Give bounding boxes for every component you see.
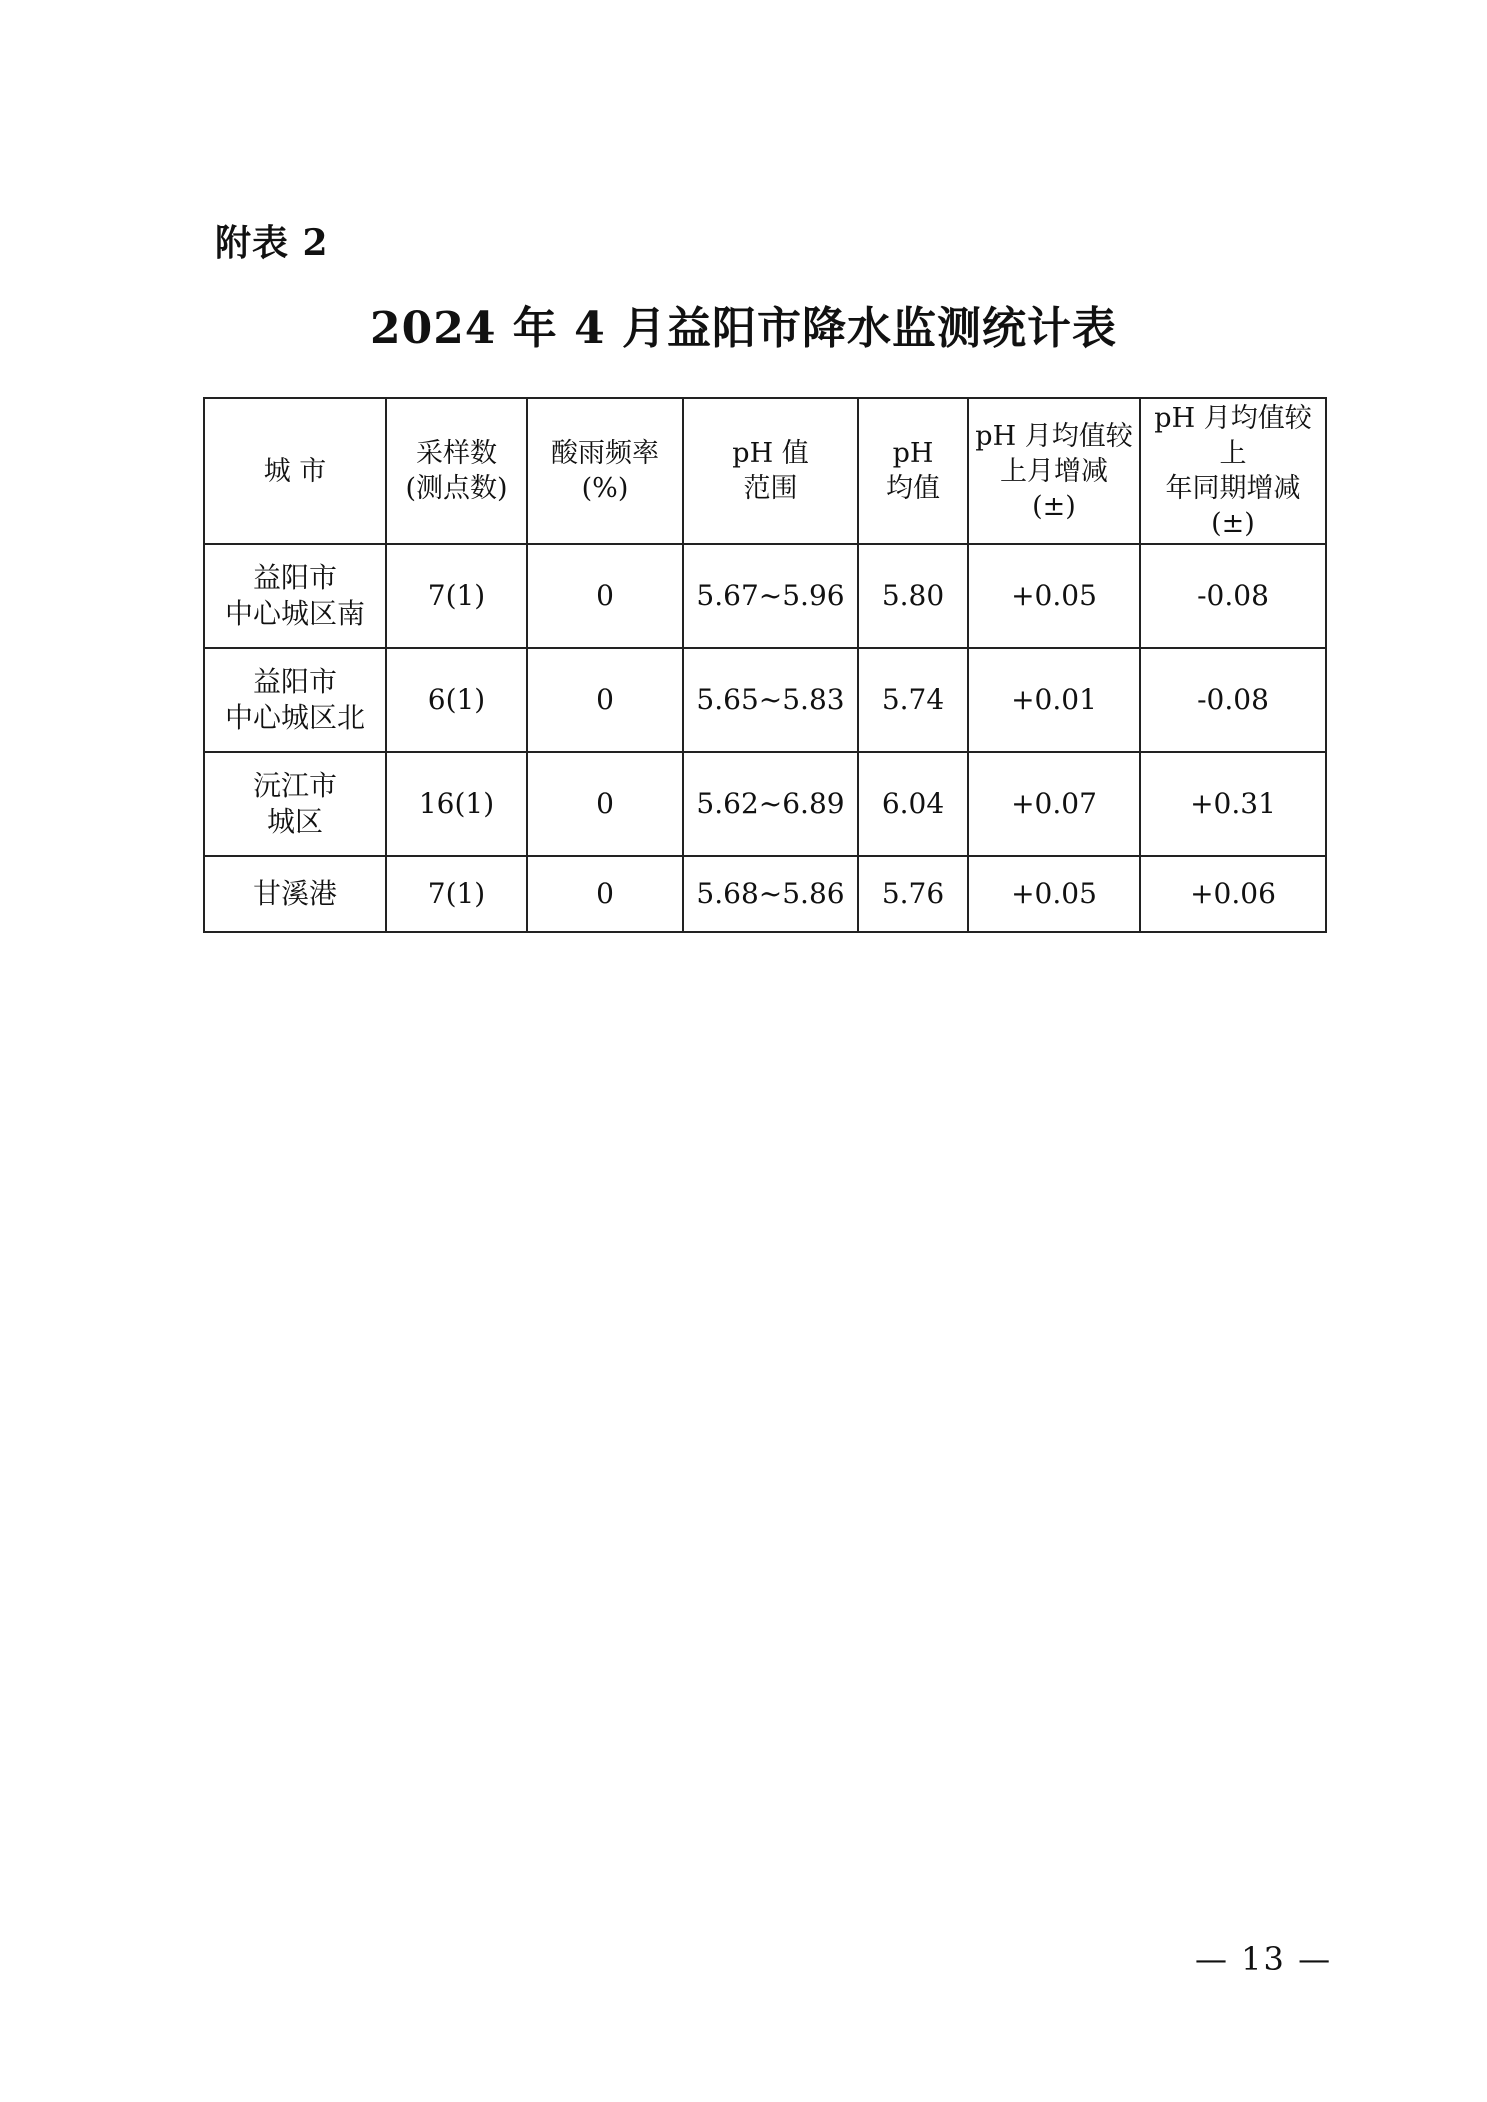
cell-city: 沅江市 城区: [204, 752, 386, 856]
cell-ph-mean: 6.04: [858, 752, 968, 856]
table-row: [204, 544, 1326, 648]
cell-ph-mean: 5.76: [858, 856, 968, 932]
cell-change-vs-last-month: +0.07: [968, 752, 1140, 856]
cell-change-vs-last-month: +0.01: [968, 648, 1140, 752]
header-city: 城 市: [204, 398, 386, 544]
cell-samples: 6(1): [386, 648, 527, 752]
header-change-vs-last-month: pH 月均值较 上月增减 (±): [968, 398, 1140, 544]
cell-change-vs-last-month: +0.05: [968, 856, 1140, 932]
cell-samples: 7(1): [386, 544, 527, 648]
cell-change-vs-last-year: -0.08: [1140, 648, 1326, 752]
cell-ph-range: 5.65~5.83: [683, 648, 858, 752]
table-row: [204, 648, 1326, 752]
document-title: 2024 年 4 月益阳市降水监测统计表: [369, 303, 1118, 354]
cell-change-vs-last-month: +0.05: [968, 544, 1140, 648]
cell-city: 益阳市 中心城区南: [204, 544, 386, 648]
cell-city: 益阳市 中心城区北: [204, 648, 386, 752]
header-change-vs-last-year: pH 月均值较上 年同期增减 (±): [1140, 398, 1326, 544]
cell-ph-mean: 5.80: [858, 544, 968, 648]
cell-ph-mean: 5.74: [858, 648, 968, 752]
table-row: [204, 752, 1326, 856]
cell-change-vs-last-year: +0.06: [1140, 856, 1326, 932]
table-row: [204, 856, 1326, 932]
cell-change-vs-last-year: +0.31: [1140, 752, 1326, 856]
appendix-label: 附表 2: [215, 222, 329, 264]
header-ph-range: pH 值 范围: [683, 398, 858, 544]
precipitation-stats-table: [203, 397, 1327, 933]
header-acid-rain-frequency: 酸雨频率 (%): [527, 398, 683, 544]
header-samples: 采样数 (测点数): [386, 398, 527, 544]
cell-acid-rain-frequency: 0: [527, 752, 683, 856]
cell-samples: 16(1): [386, 752, 527, 856]
cell-city: 甘溪港: [204, 856, 386, 932]
cell-acid-rain-frequency: 0: [527, 856, 683, 932]
cell-change-vs-last-year: -0.08: [1140, 544, 1326, 648]
page-number: — 13 —: [1195, 1940, 1333, 1978]
cell-ph-range: 5.67~5.96: [683, 544, 858, 648]
cell-acid-rain-frequency: 0: [527, 648, 683, 752]
header-ph-mean: pH 均值: [858, 398, 968, 544]
cell-samples: 7(1): [386, 856, 527, 932]
cell-ph-range: 5.62~6.89: [683, 752, 858, 856]
cell-ph-range: 5.68~5.86: [683, 856, 858, 932]
cell-acid-rain-frequency: 0: [527, 544, 683, 648]
table-header-row: [204, 398, 1326, 544]
